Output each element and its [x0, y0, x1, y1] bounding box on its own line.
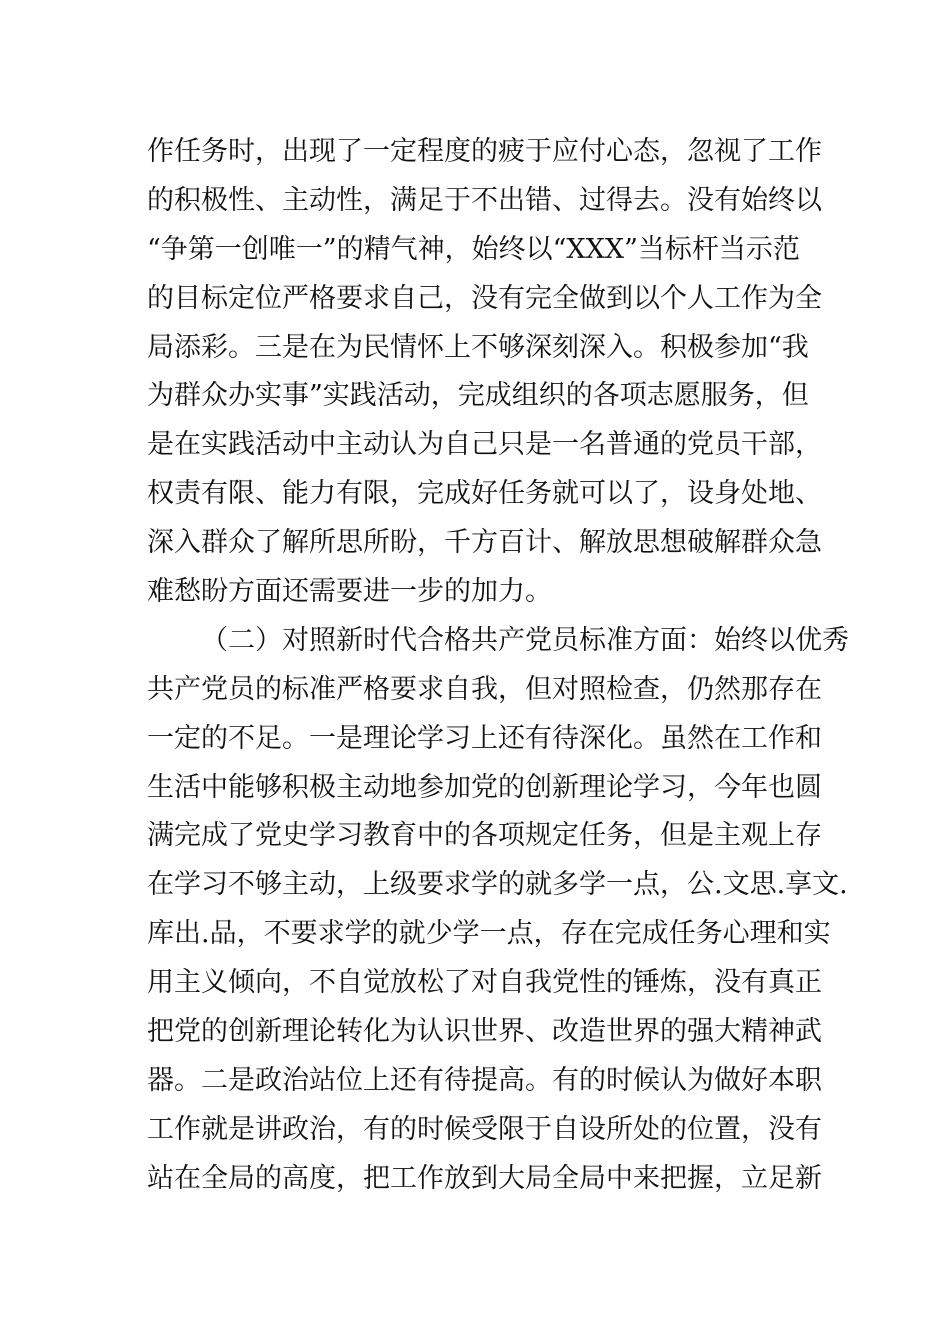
text-line: 库出.品，不要求学的就少学一点，存在完成任务心理和实: [147, 918, 831, 950]
text-line: 用主义倾向，不自觉放松了对自我党性的锤炼，没有真正: [147, 967, 822, 999]
text-line: 作任务时，出现了一定程度的疲于应付心态，忽视了工作: [147, 136, 822, 167]
text-line: “争第一创唯一”的精气神，始终以“XXX”当标杆当示范: [147, 233, 800, 265]
text-line: 深入群众了解所思所盼，千方百计、解放思想破解群众急: [147, 527, 822, 559]
text-line: 共产党员的标准严格要求自我，但对照检查，仍然那存在: [147, 673, 822, 705]
text-line: 局添彩。三是在为民情怀上不够深刻深入。积极参加“我: [147, 331, 809, 363]
text-line: 把党的创新理论转化为认识世界、改造世界的强大精神武: [147, 1016, 822, 1048]
text-line: 工作就是讲政治，有的时候受限于自设所处的位置，没有: [147, 1113, 822, 1145]
text-line: 站在全局的高度，把工作放到大局全局中来把握，立足新: [147, 1162, 822, 1194]
text-line: 生活中能够积极主动地参加党的创新理论学习，今年也圆: [147, 771, 822, 803]
text-line: 的目标定位严格要求自己，没有完全做到以个人工作为全: [147, 282, 822, 314]
text-line: 器。二是政治站位上还有待提高。有的时候认为做好本职: [147, 1064, 822, 1096]
body-text: [147, 128, 849, 1204]
text-line: 是在实践活动中主动认为自己只是一名普通的党员干部，: [147, 429, 822, 461]
text-line: 在学习不够主动，上级要求学的就多学一点，公.文思.享文.: [147, 869, 848, 901]
text-line: 满完成了党史学习教育中的各项规定任务，但是主观上存: [147, 820, 822, 852]
text-line: 为群众办实事”实践活动，完成组织的各项志愿服务，但: [147, 380, 809, 412]
text-line: 难愁盼方面还需要进一步的加力。: [147, 576, 552, 608]
text-line: 一定的不足。一是理论学习上还有待深化。虽然在工作和: [147, 722, 822, 754]
section-heading-line: （二）对照新时代合格共产党员标准方面：始终以优秀: [201, 624, 849, 656]
text-line: 权责有限、能力有限，完成好任务就可以了，设身处地、: [147, 478, 822, 510]
text-line: 的积极性、主动性，满足于不出错、过得去。没有始终以: [147, 184, 822, 216]
